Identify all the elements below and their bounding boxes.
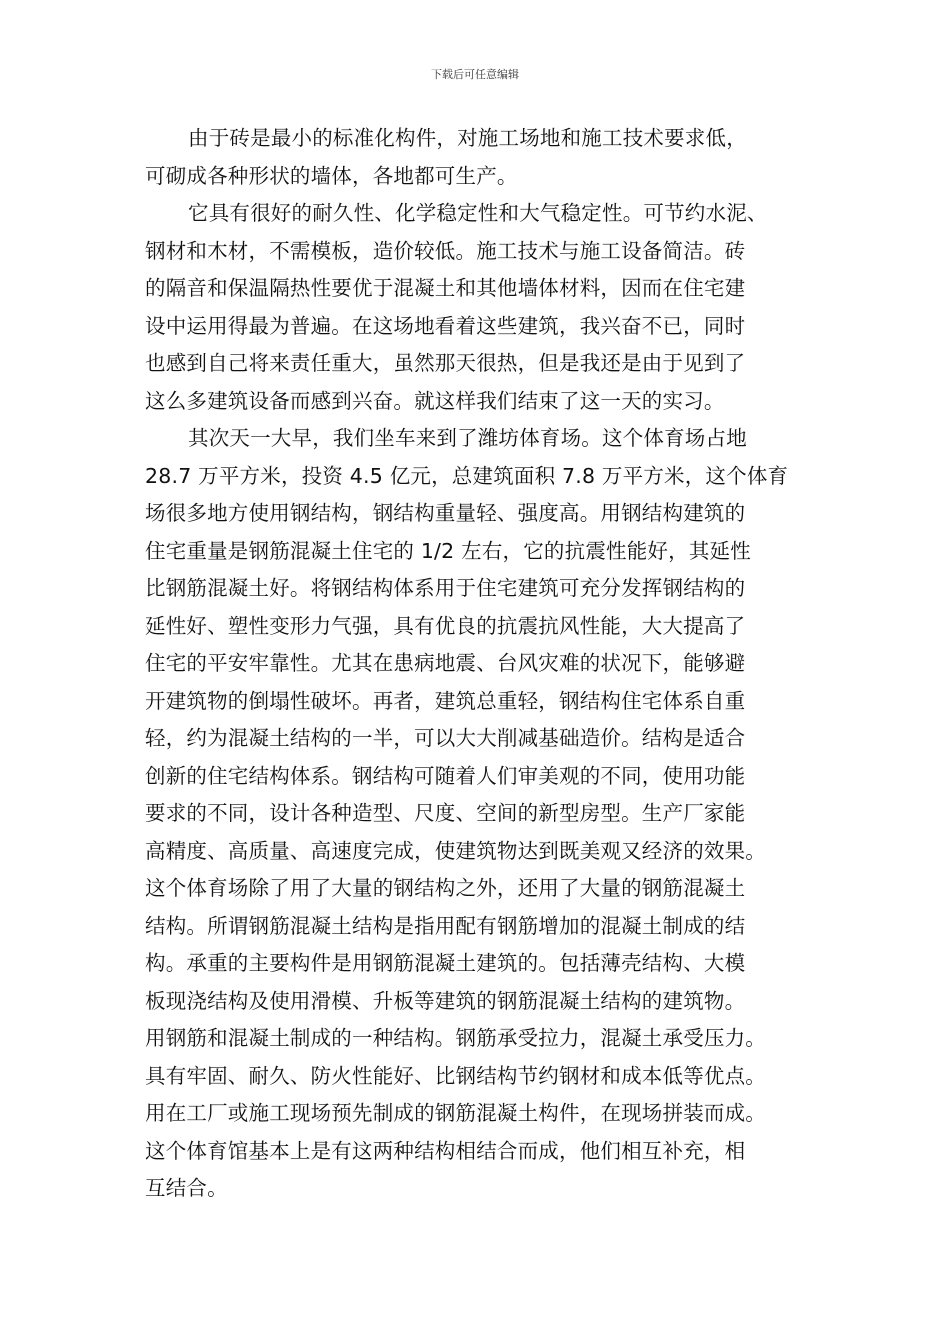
- text-line: 住宅的平安牢靠性。尤其在患病地震、台风灾难的状况下，能够避: [145, 651, 746, 675]
- text-line: 结构。所谓钢筋混凝土结构是指用配有钢筋增加的混凝土制成的结: [145, 913, 746, 938]
- text-line: 构。承重的主要构件是用钢筋混凝土建筑的。包括薄壳结构、大模: [145, 951, 746, 975]
- page-header: 下载后可任意编辑: [431, 68, 519, 81]
- text-line: 其次天一大早，我们坐车来到了潍坊体育场。这个体育场占地: [188, 426, 747, 450]
- text-line: 具有牢固、耐久、防火性能好、比钢结构节约钢材和成本低等优点。: [145, 1063, 766, 1088]
- text-line: 比钢筋混凝土好。将钢结构体系用于住宅建筑可充分发挥钢结构的: [145, 576, 746, 600]
- text-line: 用钢筋和混凝土制成的一种结构。钢筋承受拉力，混凝土承受压力。: [145, 1026, 766, 1050]
- text-line: 这个体育馆基本上是有这两种结构相结合而成，他们相互补充，相: [145, 1138, 746, 1163]
- text-line: 可砌成各种形状的墙体，各地都可生产。: [145, 163, 518, 188]
- text-line: 钢材和木材，不需模板，造价较低。施工技术与施工设备简洁。砖: [145, 238, 746, 263]
- text-line: 延性好、塑性变形力气强，具有优良的抗震抗风性能，大大提高了: [145, 613, 746, 638]
- text-line: 28.7 万平方米，投资 4.5 亿元，总建筑面积 7.8 万平方米，这个体育: [145, 463, 789, 488]
- text-line: 要求的不同，设计各种造型、尺度、空间的新型房型。生产厂家能: [145, 801, 746, 825]
- text-line: 创新的住宅结构体系。钢结构可随着人们审美观的不同，使用功能: [145, 763, 746, 788]
- text-line: 开建筑物的倒塌性破坏。再者，建筑总重轻，钢结构住宅体系自重: [145, 688, 746, 713]
- text-line: 这么多建筑设备而感到兴奋。就这样我们结束了这一天的实习。: [145, 388, 725, 413]
- text-line: 由于砖是最小的标准化构件，对施工场地和施工技术要求低，: [188, 126, 747, 150]
- text-line: 用在工厂或施工现场预先制成的钢筋混凝土构件，在现场拼装而成。: [145, 1101, 766, 1125]
- text-line: 这个体育场除了用了大量的钢结构之外，还用了大量的钢筋混凝土: [145, 876, 746, 900]
- text-line: 的隔音和保温隔热性要优于混凝土和其他墙体材料，因而在住宅建: [145, 276, 746, 300]
- text-line: 高精度、高质量、高速度完成，使建筑物达到既美观又经济的效果。: [145, 838, 766, 863]
- text-line: 轻，约为混凝土结构的一半，可以大大削减基础造价。结构是适合: [145, 726, 746, 750]
- paragraph-2: [145, 195, 815, 420]
- text-line: 互结合。: [145, 1176, 228, 1200]
- document-body: [145, 120, 815, 1208]
- paragraph-1: [145, 120, 815, 195]
- text-line: 设中运用得最为普遍。在这场地看着这些建筑，我兴奋不已，同时: [145, 313, 746, 338]
- text-line: 也感到自己将来责任重大，虽然那天很热，但是我还是由于见到了: [145, 351, 746, 375]
- text-line: 它具有很好的耐久性、化学稳定性和大气稳定性。可节约水泥、: [188, 201, 768, 225]
- paragraph-3: [145, 420, 815, 1208]
- text-line: 板现浇结构及使用滑模、升板等建筑的钢筋混凝土结构的建筑物。: [145, 988, 746, 1013]
- text-line: 住宅重量是钢筋混凝土住宅的 1/2 左右，它的抗震性能好，其延性: [145, 538, 751, 563]
- text-line: 场很多地方使用钢结构，钢结构重量轻、强度高。用钢结构建筑的: [145, 501, 746, 525]
